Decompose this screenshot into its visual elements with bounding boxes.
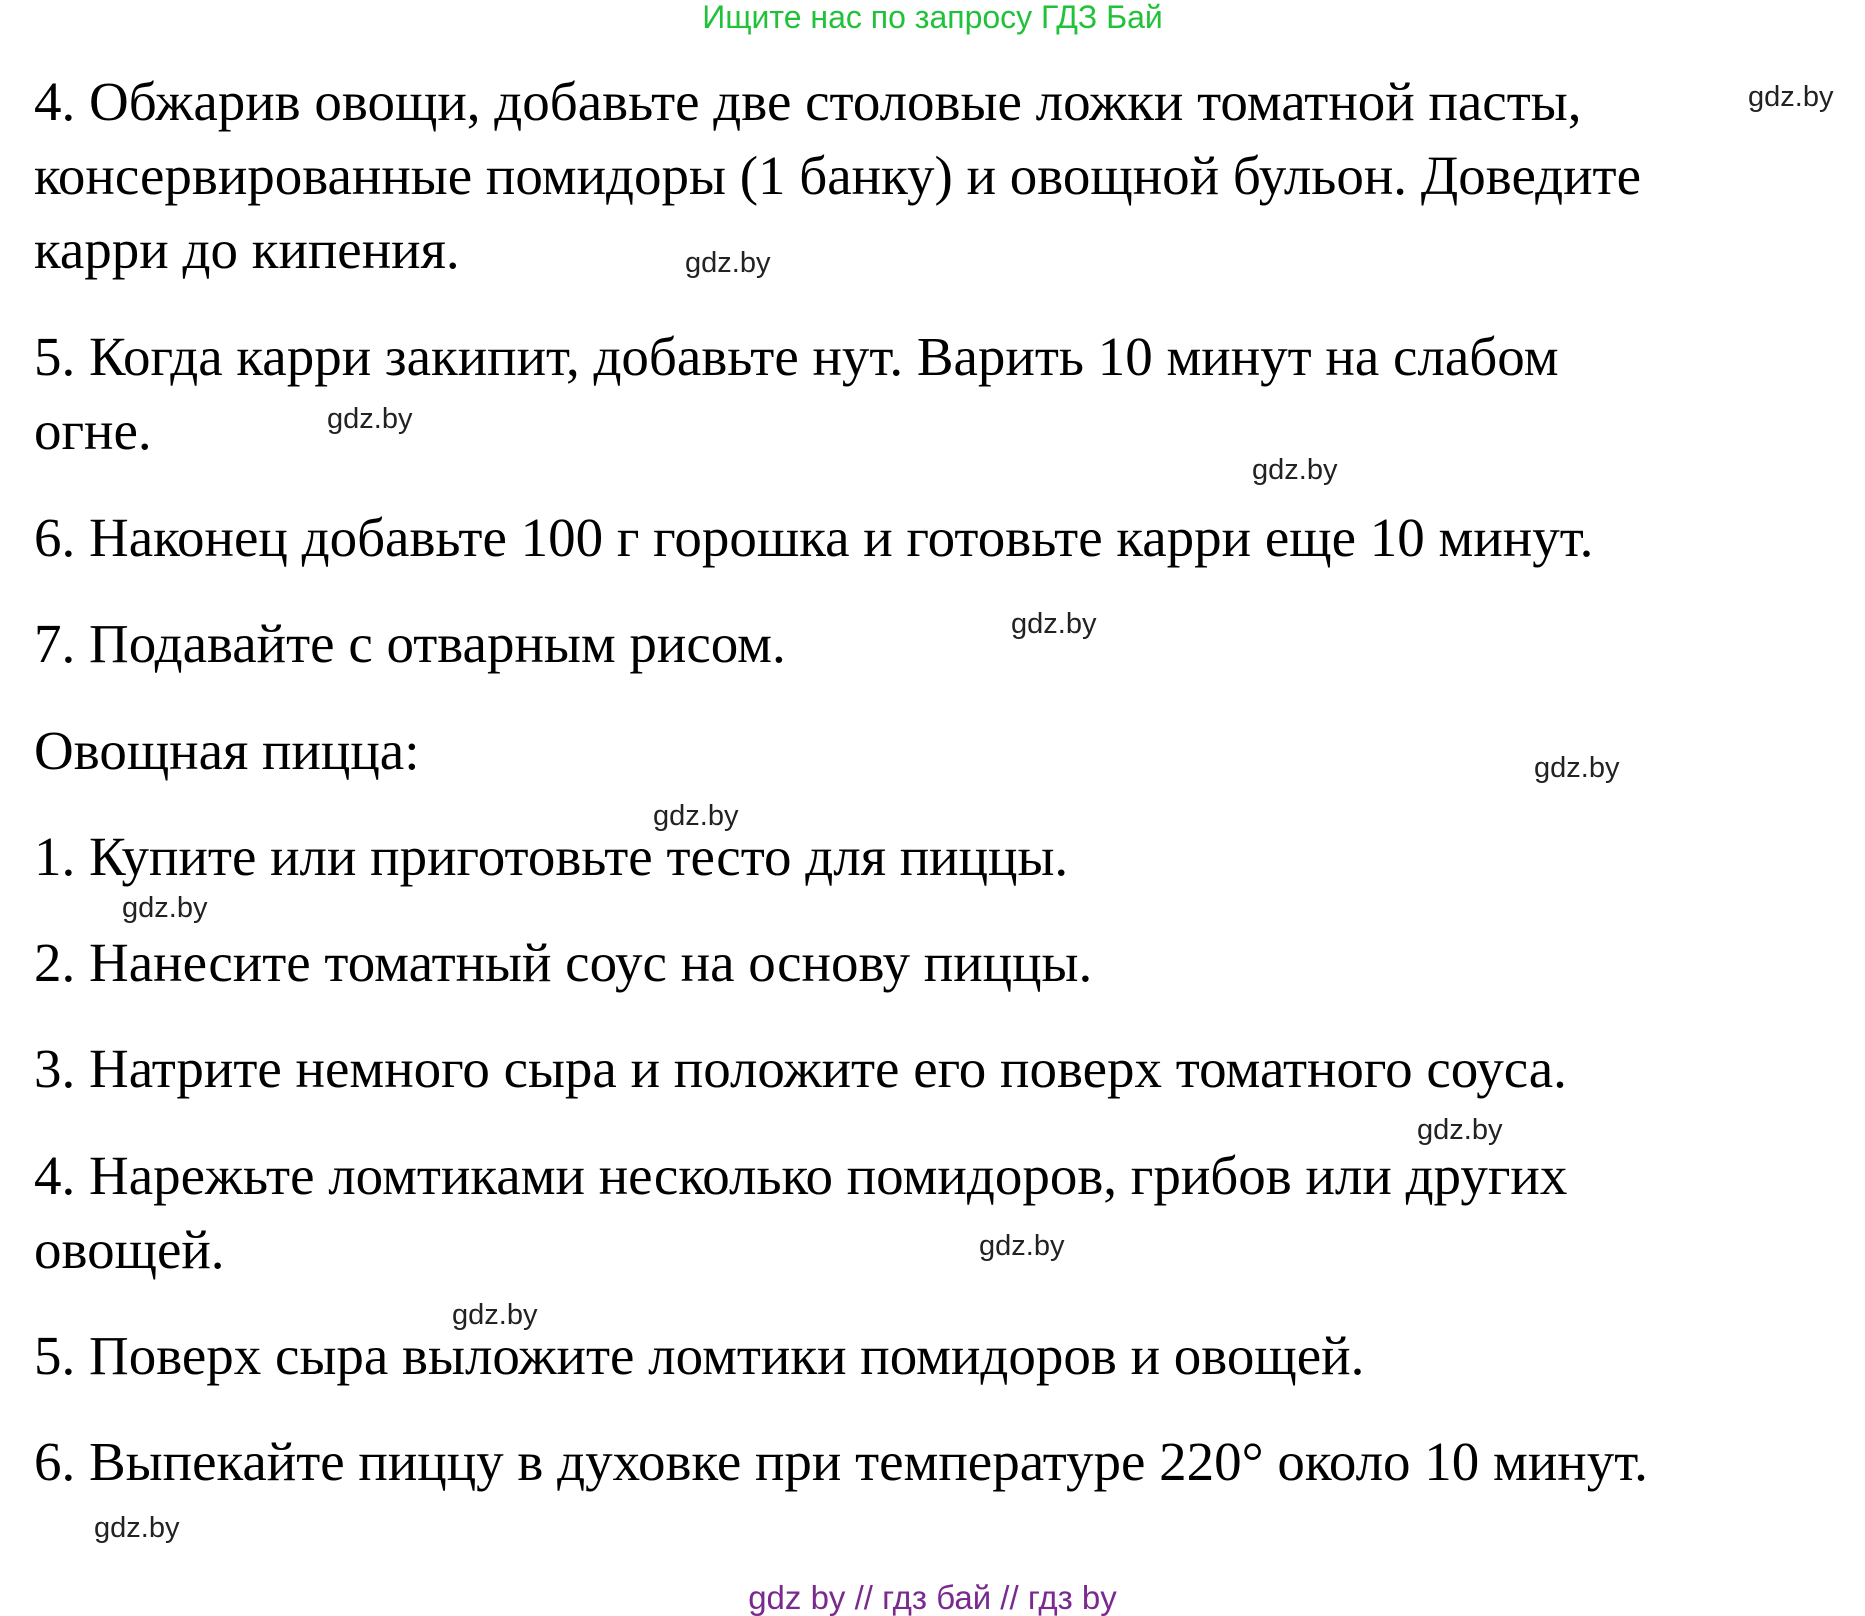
text-line: огне. bbox=[34, 400, 152, 461]
text-line: 5. Поверх сыра выложите ломтики помидоров и овощей. bbox=[34, 1325, 1365, 1386]
watermark: gdz.by bbox=[1011, 608, 1097, 640]
watermark: gdz.by bbox=[94, 1512, 180, 1544]
watermark: gdz.by bbox=[1748, 81, 1834, 113]
watermark: gdz.by bbox=[653, 800, 739, 832]
watermark: gdz.by bbox=[122, 892, 208, 924]
watermark: gdz.by bbox=[1534, 752, 1620, 784]
text-line: 3. Натрите немного сыра и положите его поверх томатного соуса. bbox=[34, 1038, 1567, 1099]
text-line: 1. Купите или приготовьте тесто для пиццы. bbox=[34, 826, 1069, 887]
footer-links: gdz by // гдз бай // гдз by bbox=[748, 1579, 1117, 1616]
text-line: 4. Обжарив овощи, добавьте две столовые ложки томатной пасты, bbox=[34, 71, 1582, 132]
text-line: карри до кипения. bbox=[34, 219, 460, 280]
text-line: 5. Когда карри закипит, добавьте нут. Варить 10 минут на слабом bbox=[34, 326, 1559, 387]
watermark: gdz.by bbox=[452, 1299, 538, 1331]
watermark: gdz.by bbox=[685, 247, 771, 279]
watermark: gdz.by bbox=[979, 1230, 1065, 1262]
text-line: овощей. bbox=[34, 1219, 225, 1280]
top-banner: Ищите нас по запросу ГДЗ Бай bbox=[702, 0, 1163, 35]
text-line: 2. Нанесите томатный соус на основу пиццы. bbox=[34, 932, 1093, 993]
watermark: gdz.by bbox=[1417, 1114, 1503, 1146]
section-heading: Овощная пицца: bbox=[34, 720, 420, 781]
watermark: gdz.by bbox=[1252, 454, 1338, 486]
watermark: gdz.by bbox=[327, 403, 413, 435]
text-line: 6. Выпекайте пиццу в духовке при температуре 220° около 10 минут. bbox=[34, 1431, 1648, 1492]
text-line: 7. Подавайте с отварным рисом. bbox=[34, 613, 786, 674]
text-line: консервированные помидоры (1 банку) и овощной бульон. Доведите bbox=[34, 145, 1642, 206]
text-line: 4. Нарежьте ломтиками несколько помидоров, грибов или других bbox=[34, 1145, 1568, 1206]
text-line: 6. Наконец добавьте 100 г горошка и готовьте карри еще 10 минут. bbox=[34, 507, 1594, 568]
